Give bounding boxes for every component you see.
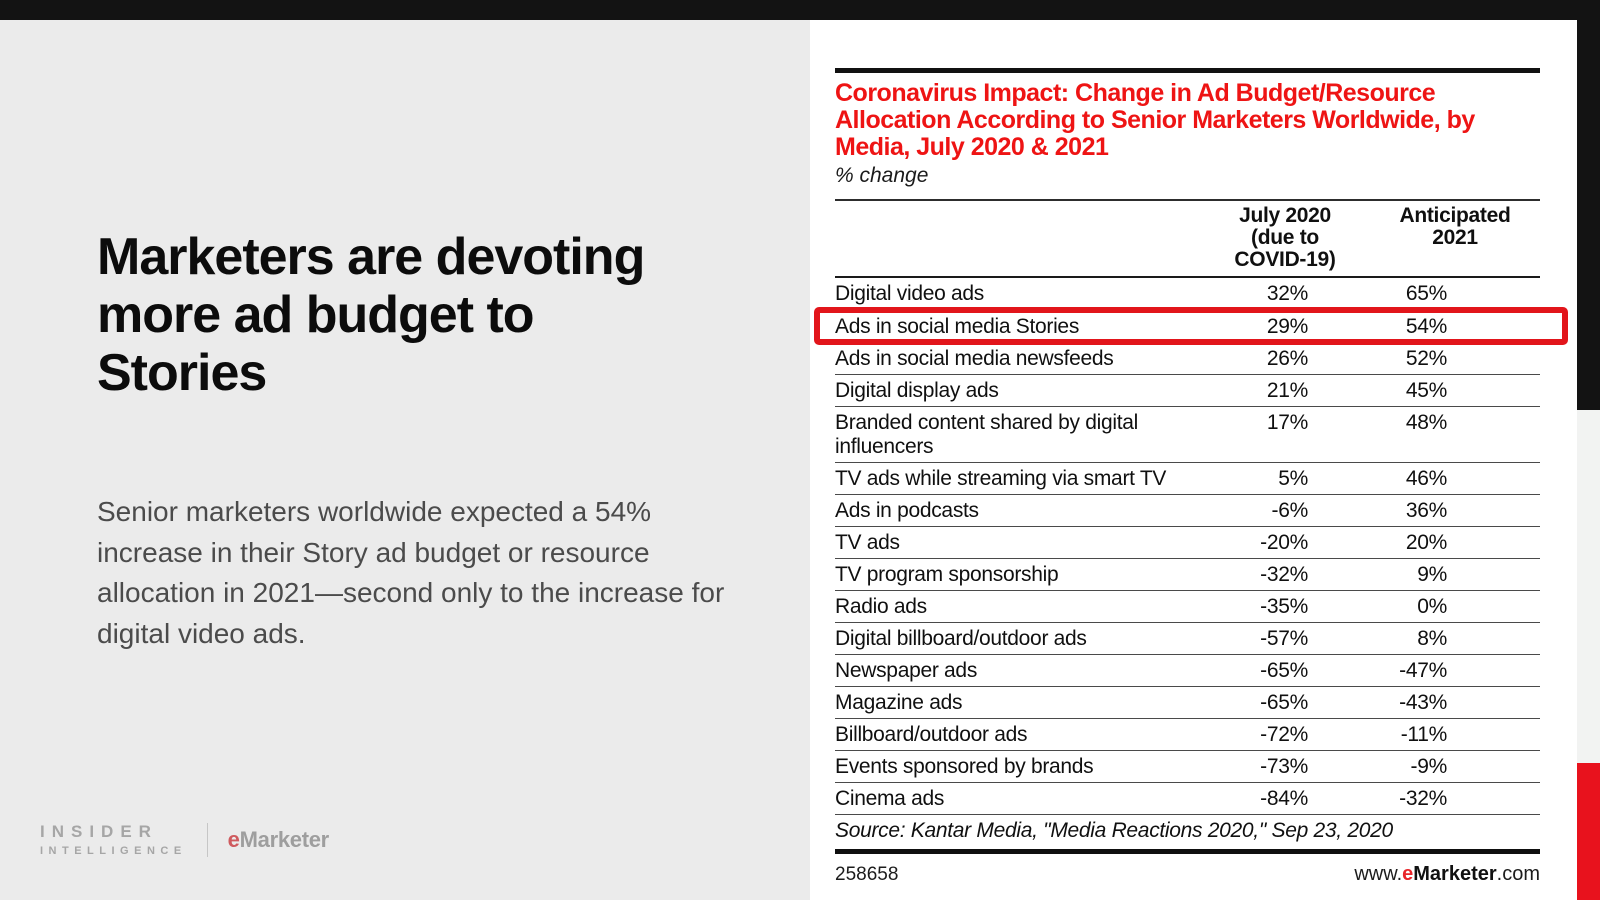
table-row bbox=[835, 310, 1540, 342]
row-label: Digital billboard/outdoor ads bbox=[835, 627, 1087, 650]
table-row bbox=[835, 558, 1540, 590]
row-value-anticipated-2021: 8% bbox=[1417, 627, 1447, 650]
row-value-anticipated-2021: 36% bbox=[1405, 499, 1447, 522]
row-value-anticipated-2021: 20% bbox=[1405, 531, 1447, 554]
column-header-july-2020: July 2020 (due to COVID-19) bbox=[1234, 204, 1336, 271]
chart-top-rule bbox=[835, 68, 1540, 73]
table-row bbox=[835, 590, 1540, 622]
row-value-anticipated-2021: 9% bbox=[1417, 563, 1447, 586]
row-value-july-2020: -84% bbox=[1260, 787, 1308, 810]
row-value-july-2020: -32% bbox=[1260, 563, 1308, 586]
right-edge-red-block bbox=[1577, 763, 1600, 900]
row-label: Ads in social media Stories bbox=[835, 315, 1080, 338]
row-value-anticipated-2021: -11% bbox=[1400, 723, 1447, 746]
url-suffix: .com bbox=[1496, 863, 1540, 885]
table-row bbox=[835, 278, 1540, 310]
chart-panel bbox=[810, 20, 1577, 900]
table-row bbox=[835, 462, 1540, 494]
table-row bbox=[835, 406, 1540, 462]
chart-subtitle: % change bbox=[835, 164, 929, 187]
branding-row bbox=[40, 822, 329, 857]
table-row bbox=[835, 686, 1540, 718]
table-row bbox=[835, 750, 1540, 782]
row-value-anticipated-2021: 46% bbox=[1405, 467, 1447, 490]
chart-footer bbox=[835, 854, 1540, 886]
top-bar bbox=[0, 0, 1600, 20]
row-label: Digital display ads bbox=[835, 379, 999, 402]
row-value-anticipated-2021: 54% bbox=[1405, 315, 1447, 338]
row-value-july-2020: -57% bbox=[1260, 627, 1308, 650]
row-value-july-2020: -20% bbox=[1260, 531, 1308, 554]
row-value-anticipated-2021: -32% bbox=[1399, 787, 1447, 810]
row-value-july-2020: 32% bbox=[1266, 282, 1308, 305]
row-value-july-2020: 21% bbox=[1266, 379, 1308, 402]
row-value-anticipated-2021: -43% bbox=[1399, 691, 1447, 714]
table-row bbox=[835, 526, 1540, 558]
slide-headline: Marketers are devoting more ad budget to Stories bbox=[97, 228, 645, 403]
table-row bbox=[835, 782, 1540, 814]
row-label: Radio ads bbox=[835, 595, 927, 618]
logo-divider bbox=[207, 823, 208, 857]
row-value-anticipated-2021: 65% bbox=[1405, 282, 1447, 305]
row-label: Ads in podcasts bbox=[835, 499, 979, 522]
table-row bbox=[835, 342, 1540, 374]
table-header-spacer bbox=[835, 205, 1200, 271]
chart-title: Coronavirus Impact: Change in Ad Budget/Resource Allocation According to Senior Marketers Worldwide, by Media, July 2020 & 2021 bbox=[835, 79, 1475, 161]
row-label: TV program sponsorship bbox=[835, 563, 1059, 586]
left-text-panel bbox=[0, 20, 810, 900]
row-label: TV ads bbox=[835, 531, 900, 554]
row-label: Cinema ads bbox=[835, 787, 945, 810]
insider-intelligence-logo bbox=[40, 822, 187, 857]
row-label: Digital video ads bbox=[835, 282, 984, 305]
row-label: Ads in social media newsfeeds bbox=[835, 347, 1114, 370]
table-row bbox=[835, 654, 1540, 686]
row-value-july-2020: -65% bbox=[1260, 659, 1308, 682]
row-label: Billboard/outdoor ads bbox=[835, 723, 1028, 746]
right-edge-gray-block bbox=[1577, 410, 1600, 763]
table-row bbox=[835, 494, 1540, 526]
row-label: Magazine ads bbox=[835, 691, 963, 714]
row-value-anticipated-2021: -47% bbox=[1399, 659, 1447, 682]
column-header-anticipated-2021: Anticipated 2021 bbox=[1399, 204, 1511, 249]
emarketer-logo-rest: Marketer bbox=[239, 826, 329, 852]
emarketer-logo bbox=[228, 827, 329, 853]
emarketer-logo-e: e bbox=[227, 826, 240, 852]
row-value-anticipated-2021: 52% bbox=[1405, 347, 1447, 370]
row-value-july-2020: 5% bbox=[1278, 467, 1308, 490]
table-header bbox=[835, 199, 1540, 278]
emarketer-url-link[interactable] bbox=[1354, 863, 1540, 886]
row-label: Newspaper ads bbox=[835, 659, 978, 682]
right-edge-black-block bbox=[1577, 20, 1600, 410]
row-value-july-2020: 26% bbox=[1266, 347, 1308, 370]
table-body bbox=[835, 278, 1540, 814]
url-e: e bbox=[1402, 863, 1414, 885]
chart bbox=[835, 68, 1540, 886]
row-value-anticipated-2021: 48% bbox=[1405, 411, 1447, 434]
row-value-anticipated-2021: -9% bbox=[1410, 755, 1447, 778]
row-value-anticipated-2021: 0% bbox=[1417, 595, 1447, 618]
row-value-july-2020: -73% bbox=[1260, 755, 1308, 778]
row-value-july-2020: -65% bbox=[1260, 691, 1308, 714]
row-value-july-2020: -6% bbox=[1271, 499, 1308, 522]
chart-id: 258658 bbox=[835, 864, 899, 885]
table-row bbox=[835, 374, 1540, 406]
row-value-july-2020: -72% bbox=[1260, 723, 1308, 746]
row-value-july-2020: 29% bbox=[1266, 315, 1308, 338]
url-brand: Marketer bbox=[1413, 863, 1497, 885]
table-row bbox=[835, 718, 1540, 750]
row-value-anticipated-2021: 45% bbox=[1405, 379, 1447, 402]
url-prefix: www. bbox=[1354, 863, 1403, 885]
row-label: TV ads while streaming via smart TV bbox=[835, 467, 1167, 490]
row-label: Branded content shared by digital influencers bbox=[835, 411, 1138, 458]
row-value-july-2020: 17% bbox=[1266, 411, 1308, 434]
row-label: Events sponsored by brands bbox=[835, 755, 1094, 778]
insider-logo-text: INSIDER bbox=[40, 822, 158, 841]
row-value-july-2020: -35% bbox=[1260, 595, 1308, 618]
intelligence-logo-text: INTELLIGENCE bbox=[40, 845, 187, 857]
source-note: Source: Kantar Media, "Media Reactions 2020," Sep 23, 2020 bbox=[835, 814, 1540, 854]
table-row bbox=[835, 622, 1540, 654]
slide-body-copy: Senior marketers worldwide expected a 54% increase in their Story ad budget or resource allocation in 2021—second only to the increase for digital video ads. bbox=[97, 496, 725, 649]
